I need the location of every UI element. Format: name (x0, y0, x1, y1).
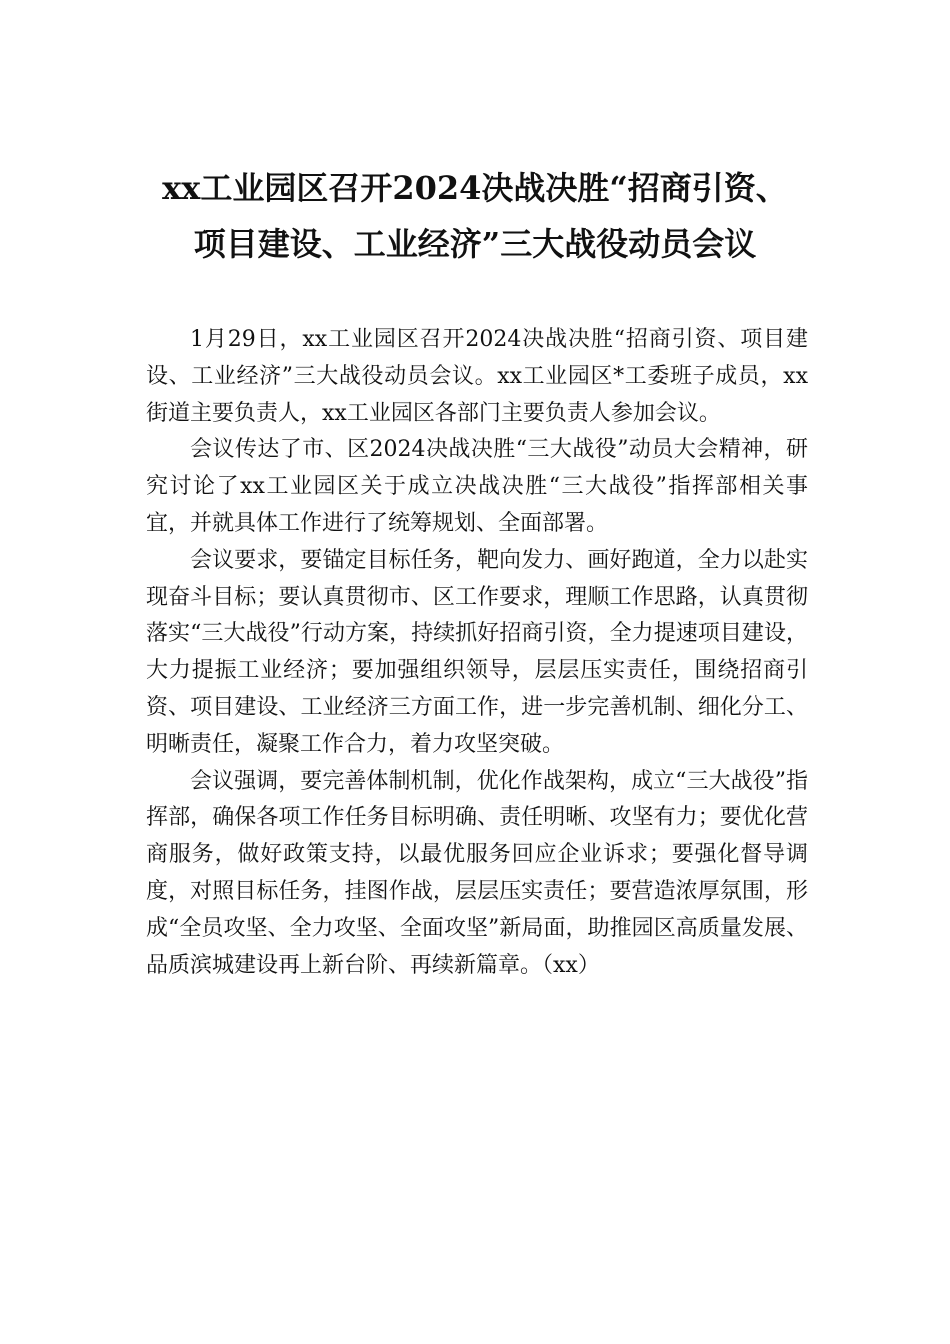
paragraph-1: 1月29日，xx工业园区召开2024决战决胜“招商引资、项目建设、工业经济”三大战役动员会议。xx工业园区*工委班子成员，xx街道主要负责人，xx工业园区各部门主要负责人参加会议。 (146, 327, 808, 426)
document-body (146, 322, 808, 984)
paragraph-3: 会议要求，要锚定目标任务，靶向发力、画好跑道，全力以赴实现奋斗目标；要认真贯彻市、区工作要求，理顺工作思路，认真贯彻落实“三大战役”行动方案，持续抓好招商引资，全力提速项目建设，大力提振工业经济；要加强组织领导，层层压实责任，围绕招商引资、项目建设、工业经济三方面工作，进一步完善机制、细化分工、明晰责任，凝聚工作合力，着力攻坚突破。 (146, 547, 808, 757)
paragraph-2: 会议传达了市、区2024决战决胜“三大战役”动员大会精神，研究讨论了xx工业园区关于成立决战决胜“三大战役”指挥部相关事宜，并就具体工作进行了统筹规划、全面部署。 (146, 437, 808, 536)
document-title (130, 160, 820, 272)
paragraph-4: 会议强调，要完善体制机制，优化作战架构，成立“三大战役”指挥部，确保各项工作任务目标明确、责任明晰、攻坚有力；要优化营商服务，做好政策支持，以最优服务回应企业诉求；要强化督导调度，对照目标任务，挂图作战，层层压实责任；要营造浓厚氛围，形成“全员攻坚、全力攻坚、全面攻坚”新局面，助推园区高质量发展、品质滨城建设再上新台阶、再续新篇章。（xx） (146, 768, 808, 978)
title-line-2: 项目建设、工业经济”三大战役动员会议 (193, 225, 757, 263)
title-line-1: xx工业园区召开2024决战决胜“招商引资、 (162, 169, 788, 207)
